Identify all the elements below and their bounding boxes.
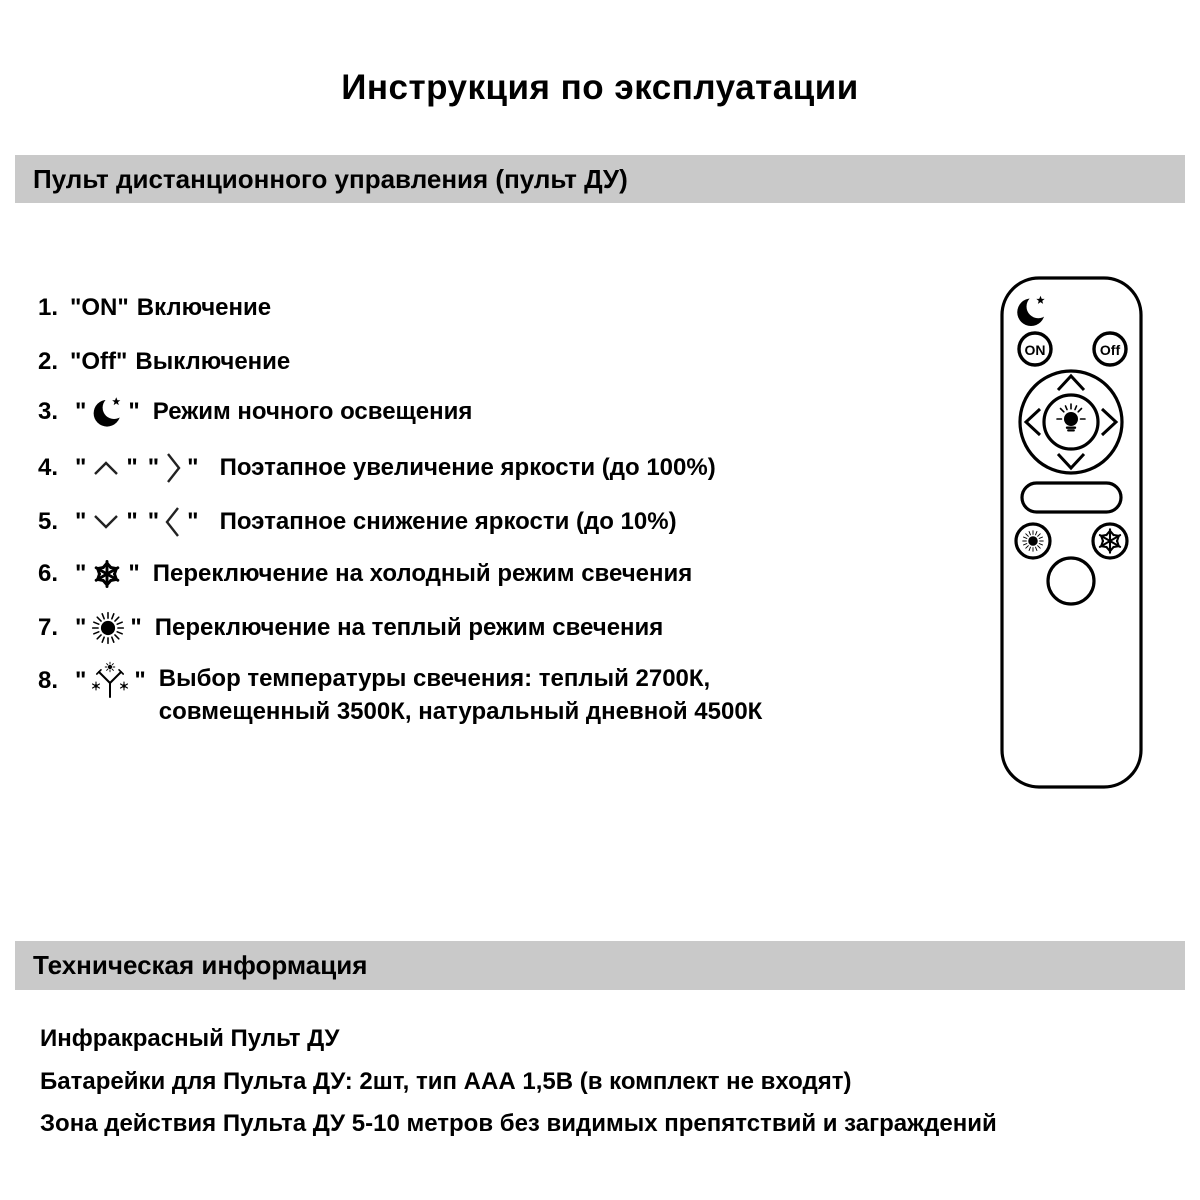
instruction-item-cold-mode: 6. " " Переключение на холодный режим свечения — [38, 556, 692, 592]
item-number: 2. — [38, 348, 59, 375]
tech-info-line: Зона действия Пульта ДУ 5-10 метров без видимых препятствий и заграждений — [40, 1110, 997, 1137]
remote-body — [1002, 278, 1141, 787]
tech-info-line: Инфракрасный Пульт ДУ — [40, 1025, 340, 1052]
item-number: 8. — [38, 667, 59, 694]
item-label-line1: Выбор температуры свечения: теплый 2700К, — [158, 665, 711, 692]
section-header-remote — [15, 155, 1185, 203]
item-number: 4. — [38, 454, 59, 481]
item-number: 3. — [38, 398, 59, 425]
instruction-item-warm-mode: 7. " " Переключение на теплый режим свечения — [38, 610, 663, 646]
instruction-item-night-mode: 3. " " Режим ночного освещения — [38, 394, 472, 430]
item-number: 6. — [38, 560, 59, 587]
section-header-tech-label: Техническая информация — [33, 950, 368, 980]
item-label: Переключение на холодный режим свечения — [152, 560, 693, 587]
chevron-left-icon — [164, 504, 182, 540]
section-header-remote-label: Пульт дистанционного управления (пульт ДУ) — [33, 163, 628, 194]
section-header-tech — [15, 941, 1185, 990]
item-number: 1. — [38, 294, 59, 321]
off-button-label: Off — [1099, 342, 1121, 358]
instruction-item-brightness-down: 5. " " " " Поэтапное снижение яркости (до 10%) — [38, 504, 677, 540]
item-number: 7. — [38, 614, 59, 641]
sun-icon — [91, 611, 125, 645]
color-temperature-icon — [91, 661, 129, 703]
instruction-item-brightness-up: 4. " " " " Поэтапное увеличение яркости (до 100%) — [38, 450, 716, 486]
chevron-down-icon — [91, 513, 121, 531]
item-number: 5. — [38, 508, 59, 535]
instruction-item-on — [38, 290, 271, 326]
moon-icon — [91, 395, 123, 429]
item-label: Поэтапное увеличение яркости (до 100%) — [219, 454, 716, 481]
chevron-up-icon — [91, 459, 121, 477]
instruction-item-off — [38, 344, 290, 380]
button-reference-text: "Off" — [70, 348, 128, 375]
item-label: Поэтапное снижение яркости (до 10%) — [219, 508, 677, 535]
tech-info-line: Батарейки для Пульта ДУ: 2шт, тип ААА 1,5В (в комплект не входят) — [40, 1068, 852, 1095]
instruction-item-temp-select: 8. " " Выбор температуры свечения: теплый 2700К, совмещенный 3500К, натуральный дневной 4500К — [38, 662, 762, 728]
item-label-line2: совмещенный 3500К, натуральный дневной 4500К — [158, 698, 763, 725]
remote-control-drawing — [1000, 276, 1143, 791]
chevron-right-icon — [164, 450, 182, 486]
item-label: Включение — [136, 294, 272, 321]
button-reference-text: "ON" — [70, 294, 129, 321]
on-button-label: ON — [1024, 342, 1046, 358]
page-title: Инструкция по эксплуатации — [341, 68, 859, 107]
item-label: Выключение — [135, 348, 291, 375]
snowflake-icon — [91, 558, 123, 590]
item-label: Переключение на теплый режим свечения — [154, 614, 664, 641]
item-label: Режим ночного освещения — [152, 398, 473, 425]
